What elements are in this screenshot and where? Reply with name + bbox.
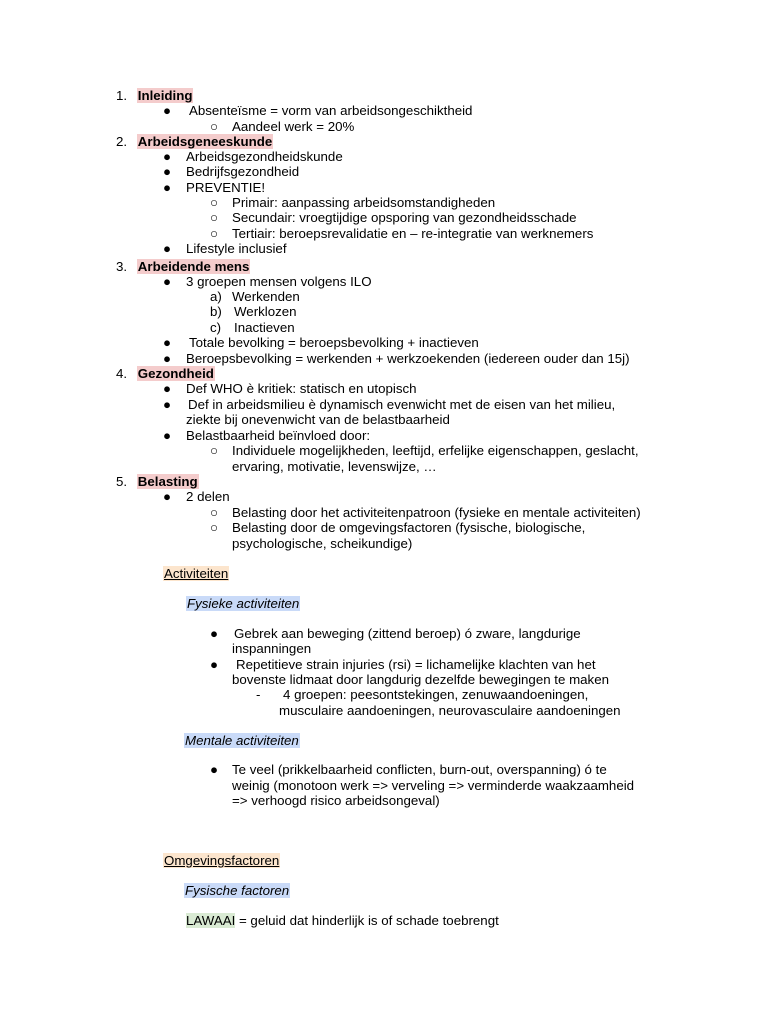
sub-bullet-text: Tertiair: beroepsrevalidatie en – re-integratie van werknemers bbox=[232, 226, 594, 241]
alpha-label: b) bbox=[210, 304, 222, 319]
section-title: Arbeidsgeneeskunde bbox=[137, 134, 273, 149]
sub-bullet-item bbox=[210, 119, 355, 135]
section-title: Belasting bbox=[137, 474, 198, 489]
bullet-text: Def in arbeidsmilieu è dynamisch evenwicht met de eisen van het milieu, bbox=[188, 397, 616, 412]
sub-bullet-item bbox=[210, 195, 496, 211]
dash-bullet-icon: - bbox=[256, 687, 261, 702]
bullet-item bbox=[163, 489, 230, 505]
lawaai-term: LAWAAI bbox=[186, 913, 236, 928]
bullet-text: Belastbaarheid beïnvloed door: bbox=[186, 428, 371, 443]
bullet-item bbox=[163, 381, 417, 397]
circle-bullet-icon: ○ bbox=[210, 505, 219, 520]
bullet-icon: ● bbox=[163, 428, 172, 443]
bullet-item bbox=[163, 103, 473, 119]
bullet-item bbox=[163, 164, 300, 180]
bullet-icon: ● bbox=[163, 103, 172, 118]
bullet-icon: ● bbox=[163, 381, 172, 396]
subheading-text: Mentale activiteiten bbox=[185, 733, 299, 748]
bullet-text: Gebrek aan beweging (zittend beroep) ó zware, langdurige bbox=[234, 626, 581, 641]
bullet-icon: ● bbox=[163, 164, 172, 179]
sub-bullet-item bbox=[210, 505, 641, 521]
bullet-icon: ● bbox=[210, 657, 219, 672]
sub-bullet-item bbox=[210, 520, 586, 536]
sub-bullet-text-continued: ervaring, motivatie, levenswijze, … bbox=[232, 459, 437, 474]
heading-text: Omgevingsfactoren bbox=[164, 853, 280, 868]
subheading-text: Fysische factoren bbox=[185, 883, 290, 898]
bullet-icon: ● bbox=[163, 335, 172, 350]
bullet-icon: ● bbox=[163, 149, 172, 164]
section-1-heading bbox=[116, 88, 193, 104]
bullet-item bbox=[210, 657, 596, 673]
alpha-item bbox=[210, 289, 300, 305]
bullet-text-continued: inspanningen bbox=[232, 641, 312, 656]
alpha-label: a) bbox=[210, 289, 222, 304]
section-2-heading bbox=[116, 134, 273, 150]
omgevingsfactoren-heading bbox=[163, 853, 280, 869]
section-4-heading bbox=[116, 366, 215, 382]
dash-text: 4 groepen: peesontstekingen, zenuwaandoeningen, bbox=[283, 687, 589, 702]
bullet-item bbox=[163, 428, 371, 444]
lawaai-definition-text: = geluid dat hinderlijk is of schade toebrengt bbox=[235, 913, 499, 928]
sub-bullet-text-continued: psychologische, scheikundige) bbox=[232, 536, 413, 551]
bullet-text: Te veel (prikkelbaarheid conflicten, burn-out, overspanning) ó te bbox=[232, 762, 607, 777]
sub-bullet-text: Aandeel werk = 20% bbox=[232, 119, 355, 134]
sub-bullet-text: Belasting door het activiteitenpatroon (fysieke en mentale activiteiten) bbox=[232, 505, 641, 520]
bullet-text: Beroepsbevolking = werkenden + werkzoekenden (iedereen ouder dan 15j) bbox=[186, 351, 630, 366]
dash-text-continued: musculaire aandoeningen, neurovasculaire aandoeningen bbox=[279, 703, 621, 718]
circle-bullet-icon: ○ bbox=[210, 226, 219, 241]
section-number: 3. bbox=[116, 259, 128, 274]
alpha-text: Inactieven bbox=[234, 320, 295, 335]
bullet-item bbox=[210, 762, 607, 778]
bullet-icon: ● bbox=[163, 180, 172, 195]
bullet-text: PREVENTIE! bbox=[186, 180, 266, 195]
bullet-text: Totale bevolking = beroepsbevolking + inactieven bbox=[189, 335, 479, 350]
section-number: 2. bbox=[116, 134, 128, 149]
bullet-text-continued: ziekte bij onevenwicht van de belastbaarheid bbox=[186, 412, 450, 427]
bullet-item bbox=[163, 335, 479, 351]
bullet-icon: ● bbox=[163, 489, 172, 504]
bullet-text-continued: weinig (monotoon werk => verveling => verminderde waakzaamheid bbox=[232, 778, 635, 793]
bullet-icon: ● bbox=[210, 626, 219, 641]
heading-text: Activiteiten bbox=[164, 566, 229, 581]
fysische-factoren-heading bbox=[184, 883, 290, 899]
alpha-text: Werkenden bbox=[232, 289, 300, 304]
sub-bullet-text: Belasting door de omgevingsfactoren (fysische, biologische, bbox=[232, 520, 586, 535]
bullet-text: Bedrijfsgezondheid bbox=[186, 164, 300, 179]
activiteiten-heading bbox=[163, 566, 229, 582]
alpha-label: c) bbox=[210, 320, 222, 335]
bullet-text: Repetitieve strain injuries (rsi) = lichamelijke klachten van het bbox=[236, 657, 596, 672]
fysieke-activiteiten-heading bbox=[186, 596, 300, 612]
bullet-item bbox=[163, 241, 287, 257]
circle-bullet-icon: ○ bbox=[210, 520, 219, 535]
section-number: 1. bbox=[116, 88, 128, 103]
circle-bullet-icon: ○ bbox=[210, 119, 219, 134]
sub-bullet-text: Individuele mogelijkheden, leeftijd, erfelijke eigenschappen, geslacht, bbox=[232, 443, 639, 458]
bullet-item bbox=[163, 397, 616, 413]
circle-bullet-icon: ○ bbox=[210, 210, 219, 225]
bullet-text-continued: => verhoogd risico arbeidsongeval) bbox=[232, 793, 440, 808]
alpha-item bbox=[210, 304, 297, 320]
bullet-text: Absenteïsme = vorm van arbeidsongeschiktheid bbox=[189, 103, 473, 118]
dash-item bbox=[256, 687, 589, 703]
bullet-item bbox=[210, 626, 581, 642]
mentale-activiteiten-heading bbox=[184, 733, 300, 749]
alpha-item bbox=[210, 320, 295, 336]
section-title: Arbeidende mens bbox=[137, 259, 250, 274]
section-number: 4. bbox=[116, 366, 128, 381]
bullet-text-continued: bovenste lidmaat door langdurig dezelfde bewegingen te maken bbox=[232, 672, 610, 687]
bullet-text: Arbeidsgezondheidskunde bbox=[186, 149, 343, 164]
sub-bullet-item bbox=[210, 443, 639, 459]
bullet-icon: ● bbox=[163, 274, 172, 289]
sub-bullet-item bbox=[210, 210, 577, 226]
bullet-item bbox=[163, 274, 372, 290]
section-5-heading bbox=[116, 474, 199, 490]
section-number: 5. bbox=[116, 474, 128, 489]
bullet-item bbox=[163, 149, 343, 165]
circle-bullet-icon: ○ bbox=[210, 443, 219, 458]
bullet-icon: ● bbox=[163, 397, 172, 412]
subheading-text: Fysieke activiteiten bbox=[187, 596, 300, 611]
sub-bullet-text: Primair: aanpassing arbeidsomstandigheden bbox=[232, 195, 496, 210]
section-title: Gezondheid bbox=[137, 366, 214, 381]
bullet-icon: ● bbox=[210, 762, 219, 777]
alpha-text: Werklozen bbox=[234, 304, 297, 319]
bullet-text: 3 groepen mensen volgens ILO bbox=[186, 274, 372, 289]
lawaai-definition bbox=[186, 913, 499, 929]
section-title: Inleiding bbox=[137, 88, 193, 103]
bullet-text: Def WHO è kritiek: statisch en utopisch bbox=[186, 381, 417, 396]
bullet-text: 2 delen bbox=[186, 489, 230, 504]
bullet-item bbox=[163, 180, 266, 196]
bullet-icon: ● bbox=[163, 241, 172, 256]
bullet-text: Lifestyle inclusief bbox=[186, 241, 287, 256]
bullet-item bbox=[163, 351, 630, 367]
sub-bullet-text: Secundair: vroegtijdige opsporing van gezondheidsschade bbox=[232, 210, 577, 225]
bullet-icon: ● bbox=[163, 351, 172, 366]
sub-bullet-item bbox=[210, 226, 594, 242]
section-3-heading bbox=[116, 259, 250, 275]
circle-bullet-icon: ○ bbox=[210, 195, 219, 210]
